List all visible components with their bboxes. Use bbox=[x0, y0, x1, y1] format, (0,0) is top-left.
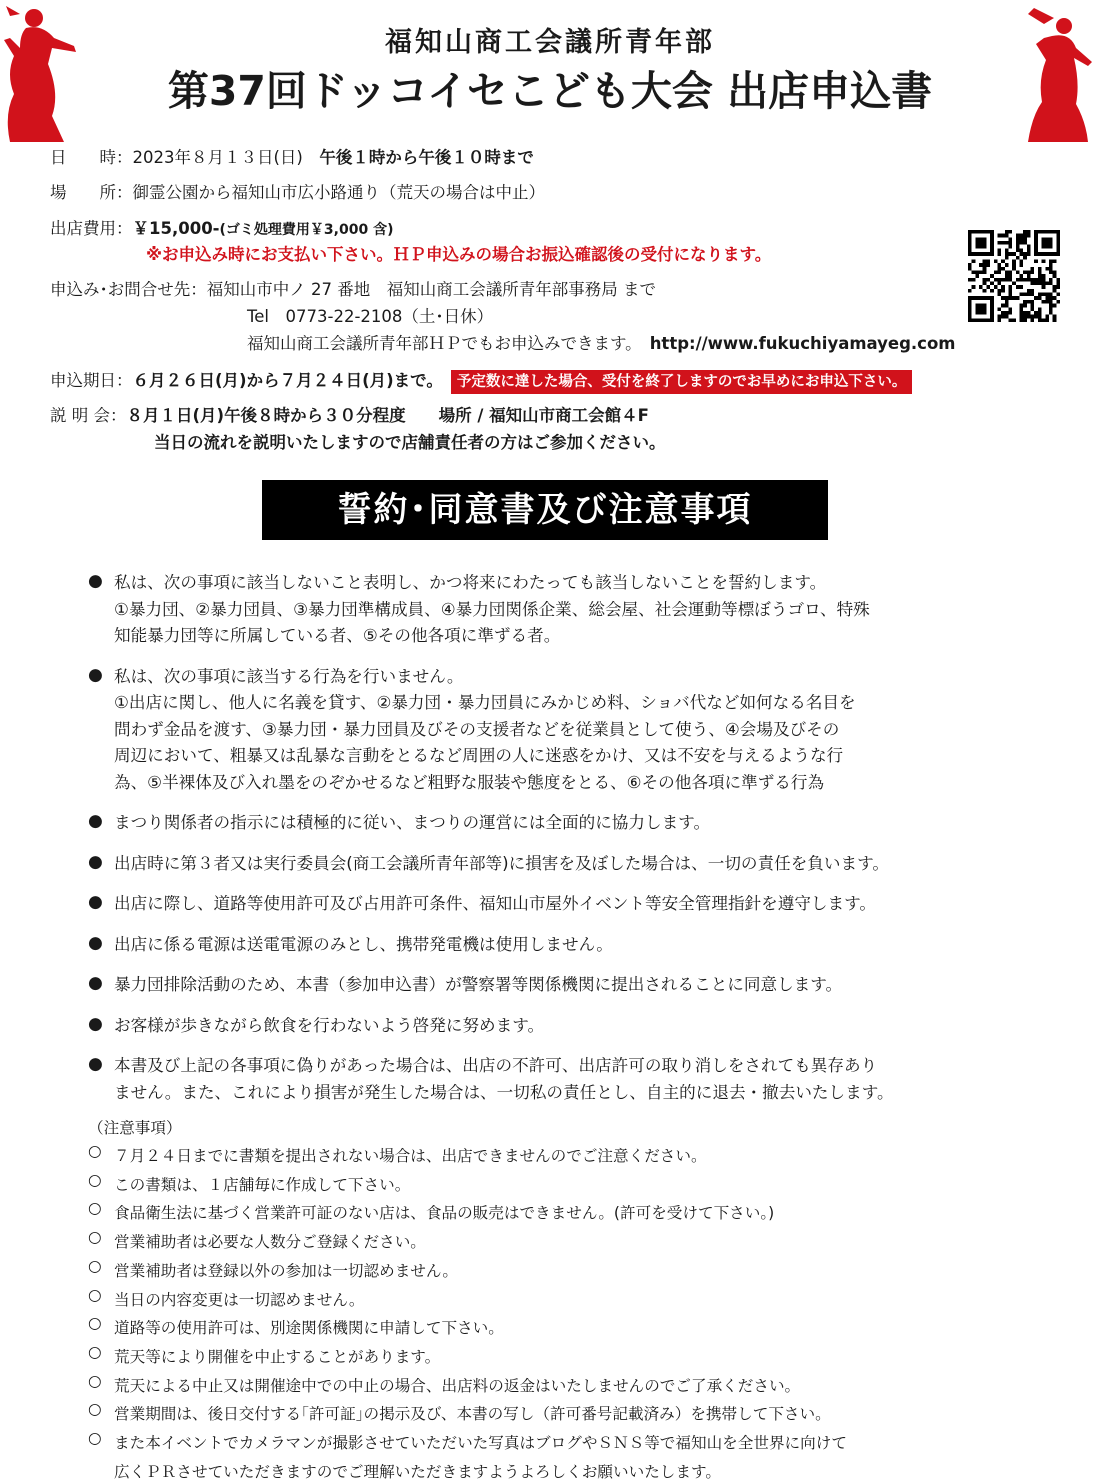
date-value: 2023年８月１３日(日) bbox=[132, 148, 303, 167]
note-item bbox=[88, 1228, 1048, 1257]
pledge-text: 私は、次の事項に該当する行為を行いません。 bbox=[114, 666, 464, 686]
pledge-item bbox=[88, 932, 1028, 959]
deadline-label: 申込期日： bbox=[50, 371, 133, 390]
pledge-text: 出店時に第３者又は実行委員会(商工会議所青年部等)に損害を及ぼした場合は、一切の責任を負います。 bbox=[114, 853, 889, 873]
info-deadline bbox=[50, 370, 912, 394]
note-text: この書類は、１店舗毎に作成して下さい。 bbox=[114, 1175, 411, 1194]
note-text: 営業期間は、後日交付する｢許可証｣の掲示及び、本書の写し（許可番号記載済み）を携帯して下さい。 bbox=[114, 1405, 831, 1424]
pledge-item bbox=[88, 891, 1028, 918]
pledge-text: 出店に係る電源は送電電源のみとし、携帯発電機は使用しません。 bbox=[114, 934, 613, 954]
pledge-item bbox=[88, 810, 1028, 837]
note-item bbox=[88, 1199, 1048, 1228]
bullet-dot-icon: ● bbox=[88, 892, 103, 912]
pledge-text: 暴力団排除活動のため、本書（参加申込書）が警察署等関係機関に提出されることに同意します。 bbox=[114, 975, 843, 994]
circle-mark-icon: ○ bbox=[88, 1314, 102, 1333]
bullet-dot-icon: ● bbox=[88, 571, 103, 591]
info-place bbox=[50, 183, 545, 203]
circle-mark-icon: ○ bbox=[88, 1371, 102, 1390]
contact-address: 福知山市中ノ 27 番地 福知山商工会議所青年部事務局 まで bbox=[206, 280, 656, 299]
pledge-text: 周辺において、粗暴又は乱暴な言動をとるなど周囲の人に迷惑をかけ、又は不安を与えるような行 bbox=[114, 746, 844, 765]
pledge-banner: 誓約･同意書及び注意事項 bbox=[262, 480, 828, 540]
pledge-text: ①出店に関し、他人に名義を貸す、②暴力団・暴力団員にみかじめ料、ショバ代など如何なる名目を bbox=[114, 693, 856, 712]
note-item bbox=[88, 1343, 1048, 1372]
fee-note: ※お申込み時にお支払い下さい。ＨＰ申込みの場合お振込確認後の受付になります。 bbox=[146, 245, 772, 264]
pledge-text: 問わず金品を渡す、③暴力団・暴力団員及びその支援者などを従業員として使う、④会場及びその bbox=[114, 719, 840, 739]
info-date bbox=[50, 148, 534, 168]
pledge-text: 本書及び上記の各事項に偽りがあった場合は、出店の不許可、出店許可の取り消しをされても異存あり bbox=[114, 1056, 878, 1075]
pledge-text: 出店に際し、道路等使用許可及び占用許可条件、福知山市屋外イベント等安全管理指針を遵守します。 bbox=[114, 894, 876, 913]
note-text: ７月２４日までに書類を提出されない場合は、出店できませんのでご注意ください。 bbox=[114, 1147, 707, 1165]
pledge-item bbox=[88, 972, 1028, 999]
pledge-text: 為、⑤半裸体及び入れ墨をのぞかせるなど粗野な服装や態度をとる、⑥その他各項に準ずる行為 bbox=[114, 772, 825, 792]
note-text: 営業補助者は必要な人数分ご登録ください。 bbox=[114, 1233, 426, 1252]
fee-label: 出店費用： bbox=[50, 219, 133, 238]
page-title: 第37回ドッコイセこども大会 出店申込書 bbox=[167, 67, 933, 115]
briefing-note-row bbox=[154, 433, 666, 453]
deadline-value: ６月２６日(月)から７月２４日(月)まで。 bbox=[132, 371, 443, 390]
note-text: 荒天による中止又は開催途中での中止の場合、出店料の返金はいたしませんのでご了承ください。 bbox=[114, 1376, 801, 1395]
contact-phone-row bbox=[247, 307, 493, 327]
circle-mark-icon: ○ bbox=[88, 1429, 102, 1448]
note-item bbox=[88, 1286, 1048, 1315]
briefing-note: 当日の流れを説明いたしますので店舗責任者の方はご参加ください。 bbox=[154, 433, 666, 452]
note-text: 当日の内容変更は一切認めません。 bbox=[114, 1290, 365, 1309]
circle-mark-icon: ○ bbox=[88, 1400, 102, 1419]
note-item bbox=[88, 1142, 1048, 1171]
pledge-item bbox=[88, 664, 1028, 797]
pledge-item bbox=[88, 570, 1028, 650]
note-item bbox=[88, 1257, 1048, 1286]
pledge-item bbox=[88, 1053, 1028, 1106]
info-fee bbox=[50, 219, 394, 240]
note-item bbox=[88, 1171, 1048, 1200]
briefing-label: 説 明 会： bbox=[50, 406, 127, 425]
notes-list bbox=[88, 1142, 1048, 1480]
bullet-dot-icon: ● bbox=[88, 664, 103, 685]
note-text: 道路等の使用許可は、別途関係機関に申請して下さい。 bbox=[114, 1319, 504, 1338]
notes-section bbox=[88, 1114, 1048, 1480]
note-text: 営業補助者は登録以外の参加は一切認めません。 bbox=[114, 1261, 458, 1280]
circle-mark-icon: ○ bbox=[88, 1142, 102, 1160]
bullet-dot-icon: ● bbox=[88, 932, 103, 953]
note-item bbox=[88, 1314, 1048, 1343]
pledge-text: 知能暴力団等に所属している者、⑤その他各項に準ずる者。 bbox=[114, 626, 561, 645]
pledge-text: ①暴力団、②暴力団員、③暴力団準構成員、④暴力団関係企業、総会屋、社会運動等標ぼうゴロ、特殊 bbox=[114, 599, 870, 619]
qr-code-icon[interactable] bbox=[968, 230, 1060, 322]
briefing-value: ８月１日(月)午後８時から３０分程度 場所 / 福知山市商工会館４F bbox=[126, 406, 649, 425]
note-item bbox=[88, 1429, 1048, 1480]
note-item bbox=[88, 1400, 1048, 1429]
contact-url-link[interactable]: http://www.fukuchiyamayeg.com bbox=[649, 334, 956, 353]
bullet-dot-icon: ● bbox=[88, 973, 103, 993]
contact-web-row bbox=[247, 334, 956, 354]
pledge-text: まつり関係者の指示には積極的に従い、まつりの運営には全面的に協力します。 bbox=[114, 813, 711, 832]
circle-mark-icon: ○ bbox=[88, 1199, 102, 1218]
contact-web-text: 福知山商工会議所青年部ＨＰでもお申込みできます。 bbox=[247, 334, 642, 353]
pledge-list bbox=[88, 570, 1028, 1120]
date-time: 午後１時から午後１０時まで bbox=[319, 148, 534, 167]
circle-mark-icon: ○ bbox=[88, 1342, 102, 1361]
place-value: 御霊公園から福知山市広小路通り（荒天の場合は中止） bbox=[132, 183, 545, 202]
circle-mark-icon: ○ bbox=[88, 1170, 102, 1189]
notes-heading: （注意事項） bbox=[88, 1119, 182, 1137]
fee-note-row bbox=[146, 245, 771, 265]
organization-name: 福知山商工会議所青年部 bbox=[385, 27, 715, 58]
pledge-text: ません。また、これにより損害が発生した場合は、一切私の責任とし、自主的に退去・撤去いたします。 bbox=[114, 1082, 894, 1102]
info-contact bbox=[50, 280, 656, 300]
info-briefing bbox=[50, 406, 649, 426]
pledge-text: お客様が歩きながら飲食を行わないよう啓発に努めます。 bbox=[114, 1015, 545, 1035]
bullet-dot-icon: ● bbox=[88, 851, 103, 872]
bullet-dot-icon: ● bbox=[88, 811, 103, 831]
deadline-notice: 予定数に達した場合、受付を終了しますのでお早めにお申込下さい。 bbox=[451, 370, 913, 394]
pledge-item bbox=[88, 851, 1028, 878]
note-text: 広くＰＲさせていただきますのでご理解いただきますようよろしくお願いいたします。 bbox=[114, 1462, 721, 1480]
note-text: また本イベントでカメラマンが撮影させていただいた写真はブログやＳＮＳ等で福知山を全世界に向けて bbox=[114, 1434, 847, 1453]
contact-label: 申込み･お問合せ先： bbox=[50, 280, 207, 299]
pledge-text: 私は、次の事項に該当しないこと表明し、かつ将来にわたっても該当しないことを誓約します。 bbox=[114, 573, 827, 592]
circle-mark-icon: ○ bbox=[88, 1228, 102, 1247]
bullet-dot-icon: ● bbox=[88, 1013, 103, 1034]
place-label: 場 所： bbox=[50, 183, 133, 202]
bullet-dot-icon: ● bbox=[88, 1054, 103, 1074]
fee-detail: (ゴミ処理費用￥3,000 含) bbox=[219, 222, 394, 238]
note-text: 荒天等により開催を中止することがあります。 bbox=[114, 1347, 441, 1366]
note-text: 食品衛生法に基づく営業許可証のない店は、食品の販売はできません。(許可を受けて下さい。) bbox=[114, 1204, 775, 1223]
date-label: 日 時： bbox=[50, 148, 133, 167]
circle-mark-icon: ○ bbox=[88, 1285, 102, 1304]
contact-phone: Tel 0773-22-2108（土･日休） bbox=[247, 307, 494, 326]
fee-value: ￥15,000- bbox=[132, 219, 220, 238]
note-item bbox=[88, 1372, 1048, 1401]
pledge-item bbox=[88, 1013, 1028, 1040]
circle-mark-icon: ○ bbox=[88, 1256, 102, 1275]
